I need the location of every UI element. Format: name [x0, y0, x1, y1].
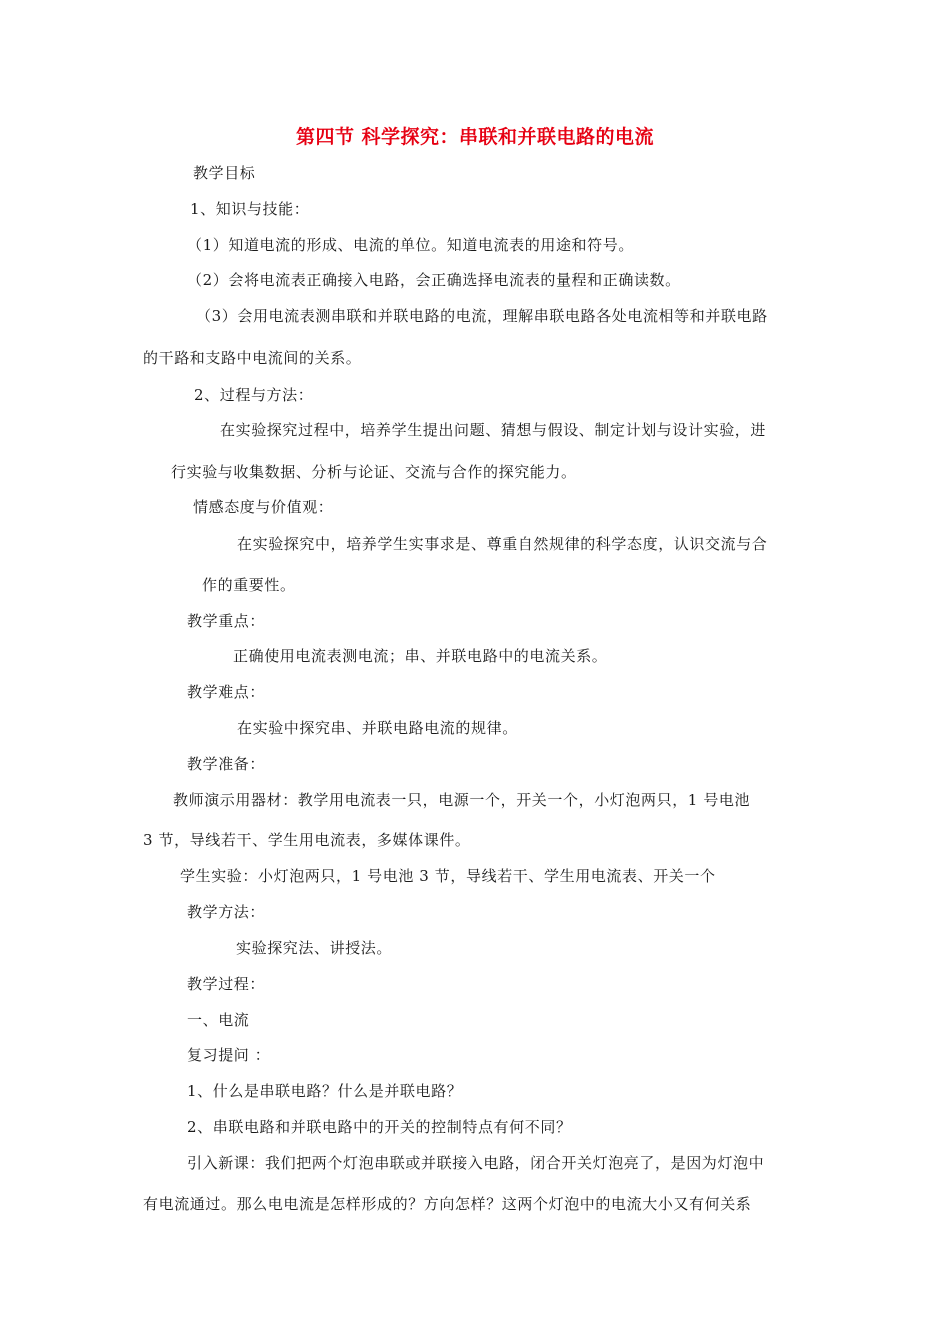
text-line: 1、知识与技能：: [190, 200, 310, 218]
text-line: 1、什么是串联电路？什么是并联电路？: [187, 1082, 463, 1100]
text-line: 情感态度与价值观：: [193, 498, 334, 516]
text-line: 复习提问 ：: [187, 1046, 271, 1064]
text-line: 正确使用电流表测电流；串、并联电路中的电流关系。: [233, 647, 608, 665]
text-line: 教学重点：: [187, 612, 266, 630]
text-line: （2）会将电流表正确接入电路，会正确选择电流表的量程和正确读数。: [187, 271, 681, 289]
text-line: 2、过程与方法：: [194, 386, 314, 404]
text-line: 实验探究法、讲授法。: [236, 939, 393, 957]
text-line: 作的重要性。: [202, 576, 296, 594]
text-line: 教学方法：: [187, 903, 266, 921]
text-line: 行实验与收集数据、分析与论证、交流与合作的探究能力。: [171, 463, 577, 481]
page-title: 第四节 科学探究：串联和并联电路的电流: [295, 126, 655, 148]
text-line: （1）知道电流的形成、电流的单位。知道电流表的用途和符号。: [187, 236, 634, 254]
text-line: 一、电流: [187, 1011, 250, 1029]
text-line: 教学目标: [193, 164, 256, 182]
text-line: 的干路和支路中电流间的关系。: [143, 349, 362, 367]
text-line: 教学难点：: [187, 683, 266, 701]
text-line: 有电流通过。那么电电流是怎样形成的？方向怎样？这两个灯泡中的电流大小又有何关系: [143, 1195, 752, 1213]
text-line: 引入新课：我们把两个灯泡串联或并联接入电路，闭合开关灯泡亮了，是因为灯泡中: [187, 1154, 765, 1172]
text-line: 2、串联电路和并联电路中的开关的控制特点有何不同？: [187, 1118, 572, 1136]
text-line: （3）会用电流表测串联和并联电路的电流，理解串联电路各处电流相等和并联电路: [196, 307, 768, 325]
text-line: 学生实验：小灯泡两只，1 号电池 3 节，导线若干、学生用电流表、开关一个: [180, 867, 716, 885]
text-line: 教师演示用器材：教学用电流表一只，电源一个，开关一个，小灯泡两只，1 号电池: [173, 791, 751, 809]
text-line: 在实验探究中，培养学生实事求是、尊重自然规律的科学态度，认识交流与合: [237, 535, 768, 553]
text-line: 3 节，导线若干、学生用电流表，多媒体课件。: [143, 831, 471, 849]
text-line: 在实验探究过程中，培养学生提出问题、猜想与假设、制定计划与设计实验，进: [220, 421, 767, 439]
text-line: 教学准备：: [187, 755, 266, 773]
text-line: 在实验中探究串、并联电路电流的规律。: [237, 719, 518, 737]
text-line: 教学过程：: [187, 975, 266, 993]
